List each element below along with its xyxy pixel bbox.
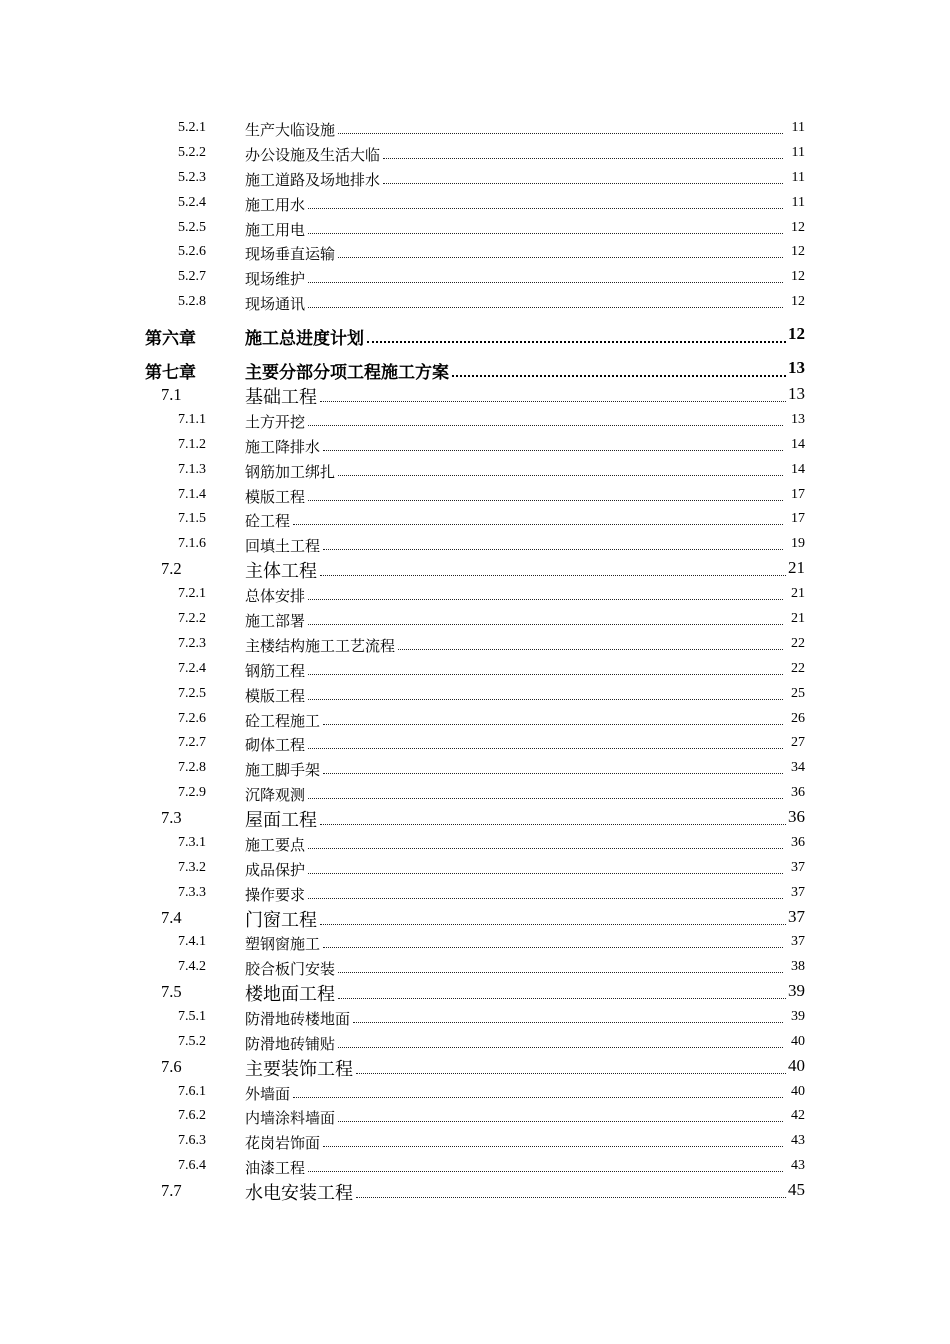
toc-page-number: 36	[788, 807, 805, 827]
toc-entry-title: 施工降排水	[245, 439, 321, 456]
toc-entry-row[interactable]	[0, 731, 950, 756]
toc-entry-title: 主要分部分项工程施工方案	[245, 363, 449, 383]
table-of-contents	[0, 116, 950, 1204]
toc-entry-title: 基础工程	[245, 387, 317, 408]
toc-dot-leader	[356, 1194, 786, 1198]
toc-entry-number: 7.2.4	[178, 660, 206, 676]
toc-entry-row[interactable]	[0, 265, 950, 290]
toc-entry-number: 7.2.3	[178, 635, 206, 651]
toc-page-number: 13	[791, 411, 805, 427]
toc-entry-number: 7.2.2	[178, 610, 206, 626]
toc-entry-number: 7.2.7	[178, 735, 206, 751]
toc-entry-number: 7.3.1	[178, 834, 206, 850]
toc-dot-leader	[308, 279, 783, 283]
toc-entry-row[interactable]	[0, 881, 950, 906]
toc-entry-row[interactable]	[0, 682, 950, 707]
toc-entry-title: 油漆工程	[245, 1161, 306, 1178]
toc-entry-row[interactable]	[0, 607, 950, 632]
toc-page-number: 40	[791, 1033, 805, 1049]
toc-entry-title: 施工总进度计划	[245, 329, 364, 349]
toc-dot-leader	[452, 372, 786, 377]
toc-entry-number: 7.3.2	[178, 859, 206, 875]
toc-page-number: 45	[788, 1180, 805, 1200]
toc-entry-row[interactable]	[0, 906, 950, 931]
toc-entry-row[interactable]	[0, 532, 950, 557]
toc-entry-number: 7.4	[161, 907, 182, 927]
toc-page-number: 12	[791, 294, 805, 310]
toc-entry-row[interactable]	[0, 557, 950, 582]
toc-chapter-row[interactable]	[0, 349, 950, 383]
toc-page-number: 21	[788, 558, 805, 578]
toc-dot-leader	[308, 745, 783, 749]
toc-entry-number: 7.1	[161, 385, 182, 405]
toc-entry-title: 砌体工程	[245, 738, 306, 755]
toc-entry-row[interactable]	[0, 433, 950, 458]
toc-page-number: 37	[788, 906, 805, 926]
toc-entry-number: 7.1.3	[178, 461, 206, 477]
toc-dot-leader	[293, 1094, 783, 1098]
toc-entry-title: 现场维护	[245, 272, 306, 289]
toc-page-number: 39	[788, 981, 805, 1001]
toc-entry-row[interactable]	[0, 240, 950, 265]
toc-page-number: 22	[791, 660, 805, 676]
toc-entry-number: 7.7	[161, 1181, 182, 1201]
toc-page-number: 25	[791, 685, 805, 701]
toc-entry-title: 主楼结构施工工艺流程	[245, 638, 396, 655]
toc-entry-number: 7.1.2	[178, 436, 206, 452]
toc-entry-number: 7.1.5	[178, 511, 206, 527]
toc-entry-row[interactable]	[0, 1179, 950, 1204]
toc-dot-leader	[338, 995, 786, 999]
toc-entry-title: 屋面工程	[245, 810, 317, 831]
toc-entry-title: 施工用电	[245, 222, 306, 239]
toc-page-number: 40	[788, 1055, 805, 1075]
toc-dot-leader	[353, 1019, 783, 1023]
toc-entry-row[interactable]	[0, 116, 950, 141]
toc-entry-row[interactable]	[0, 1030, 950, 1055]
toc-entry-number: 5.2.1	[178, 120, 206, 135]
toc-dot-leader	[308, 671, 783, 675]
toc-entry-number: 7.2.1	[178, 586, 206, 602]
toc-entry-title: 胶合板门安装	[245, 962, 336, 979]
toc-entry-number: 7.2.8	[178, 760, 206, 776]
toc-entry-title: 模版工程	[245, 489, 306, 506]
toc-entry-row[interactable]	[0, 290, 950, 315]
toc-entry-title: 施工部署	[245, 613, 306, 630]
toc-dot-leader	[338, 130, 783, 134]
toc-page-number: 36	[791, 785, 805, 801]
toc-page-number: 14	[791, 461, 805, 477]
toc-dot-leader	[308, 422, 783, 426]
toc-dot-leader	[338, 254, 783, 258]
toc-dot-leader	[308, 1168, 783, 1172]
toc-dot-leader	[338, 472, 783, 476]
toc-entry-number: 5.2.3	[178, 169, 206, 185]
toc-entry-number: 5.2.8	[178, 294, 206, 310]
toc-page-number: 11	[791, 144, 805, 160]
toc-entry-title: 施工用水	[245, 197, 306, 214]
toc-entry-number: 7.2.5	[178, 685, 206, 701]
toc-entry-number: 5.2.5	[178, 219, 206, 235]
toc-entry-title: 操作要求	[245, 887, 306, 904]
toc-entry-title: 门窗工程	[245, 909, 317, 930]
toc-entry-row[interactable]	[0, 1055, 950, 1080]
toc-entry-row[interactable]	[0, 955, 950, 980]
toc-entry-number: 7.1.6	[178, 536, 206, 552]
toc-entry-row[interactable]	[0, 781, 950, 806]
toc-entry-title: 楼地面工程	[245, 984, 335, 1005]
toc-entry-number: 7.4.1	[178, 934, 206, 950]
toc-entry-row[interactable]	[0, 1129, 950, 1154]
toc-page-number: 11	[791, 194, 805, 210]
toc-dot-leader	[308, 230, 783, 234]
toc-entry-row[interactable]	[0, 632, 950, 657]
toc-entry-title: 主要装饰工程	[245, 1058, 353, 1079]
toc-entry-title: 办公设施及生活大临	[245, 147, 381, 164]
toc-entry-title: 现场垂直运输	[245, 247, 336, 264]
toc-dot-leader	[367, 338, 786, 343]
toc-dot-leader	[308, 870, 783, 874]
toc-entry-number: 7.5.1	[178, 1008, 206, 1024]
toc-entry-number: 5.2.2	[178, 144, 206, 160]
toc-entry-number: 7.6	[161, 1056, 182, 1076]
toc-page-number: 43	[791, 1158, 805, 1174]
toc-page-number: 43	[791, 1133, 805, 1149]
toc-page-number: 11	[791, 169, 805, 185]
toc-dot-leader	[308, 696, 783, 700]
toc-dot-leader	[293, 521, 783, 525]
toc-dot-leader	[308, 596, 783, 600]
toc-entry-number: 7.6.3	[178, 1133, 206, 1149]
toc-entry-number: 7.1.1	[178, 411, 206, 427]
toc-page-number: 37	[791, 884, 805, 900]
toc-page-number: 14	[791, 436, 805, 452]
toc-entry-row[interactable]	[0, 1104, 950, 1129]
toc-entry-row[interactable]	[0, 707, 950, 732]
toc-entry-title: 生产大临设施	[245, 123, 336, 139]
toc-entry-title: 砼工程施工	[245, 713, 321, 730]
toc-dot-leader	[383, 155, 783, 159]
toc-entry-row[interactable]	[0, 1154, 950, 1179]
toc-dot-leader	[323, 447, 783, 451]
toc-entry-number: 5.2.6	[178, 244, 206, 260]
toc-dot-leader	[338, 969, 783, 973]
toc-dot-leader	[308, 895, 783, 899]
toc-page-number: 19	[791, 536, 805, 552]
toc-entry-title: 土方开挖	[245, 414, 306, 431]
toc-entry-title: 钢筋工程	[245, 663, 306, 680]
toc-page-number: 40	[791, 1083, 805, 1099]
toc-entry-number: 7.2.9	[178, 785, 206, 801]
toc-dot-leader	[320, 572, 786, 576]
toc-entry-title: 回填土工程	[245, 539, 321, 556]
toc-entry-title: 模版工程	[245, 688, 306, 705]
toc-entry-number: 7.5	[161, 982, 182, 1002]
toc-entry-row[interactable]	[0, 507, 950, 532]
toc-entry-number: 5.2.7	[178, 269, 206, 285]
toc-entry-title: 塑钢窗施工	[245, 937, 321, 954]
toc-entry-row[interactable]	[0, 756, 950, 781]
toc-entry-title: 防滑地砖铺贴	[245, 1036, 336, 1053]
toc-dot-leader	[320, 921, 786, 925]
toc-entry-row[interactable]	[0, 582, 950, 607]
toc-entry-number: 7.6.2	[178, 1108, 206, 1124]
toc-page-number: 17	[791, 486, 805, 502]
toc-chapter-row[interactable]	[0, 315, 950, 349]
toc-dot-leader	[323, 1143, 783, 1147]
toc-dot-leader	[308, 845, 783, 849]
toc-entry-title: 钢筋加工绑扎	[245, 464, 336, 481]
toc-page-number: 42	[791, 1108, 805, 1124]
toc-dot-leader	[338, 1118, 783, 1122]
toc-entry-number: 7.1.4	[178, 486, 206, 502]
toc-dot-leader	[308, 205, 783, 209]
toc-entry-title: 花岗岩饰面	[245, 1136, 321, 1153]
toc-entry-title: 主体工程	[245, 561, 317, 582]
toc-entry-number: 第六章	[145, 329, 196, 349]
toc-entry-number: 5.2.4	[178, 194, 206, 210]
toc-entry-row[interactable]	[0, 1080, 950, 1105]
toc-entry-number: 7.6.1	[178, 1083, 206, 1099]
toc-page-number: 27	[791, 735, 805, 751]
toc-entry-number: 7.3.3	[178, 884, 206, 900]
toc-entry-title: 施工道路及场地排水	[245, 172, 381, 189]
toc-page-number: 12	[791, 269, 805, 285]
toc-entry-number: 7.2.6	[178, 710, 206, 726]
toc-page-number: 26	[791, 710, 805, 726]
toc-entry-row[interactable]	[0, 980, 950, 1005]
toc-entry-row[interactable]	[0, 831, 950, 856]
toc-entry-number: 7.5.2	[178, 1033, 206, 1049]
toc-entry-row[interactable]	[0, 191, 950, 216]
toc-entry-number: 7.2	[161, 559, 182, 579]
toc-page-number: 22	[791, 635, 805, 651]
toc-dot-leader	[383, 180, 783, 184]
toc-dot-leader	[320, 821, 786, 825]
toc-page-number: 34	[791, 760, 805, 776]
toc-entry-number: 7.4.2	[178, 959, 206, 975]
toc-entry-row[interactable]	[0, 483, 950, 508]
toc-entry-row[interactable]	[0, 458, 950, 483]
toc-entry-row[interactable]	[0, 657, 950, 682]
toc-entry-row[interactable]	[0, 141, 950, 166]
toc-entry-number: 7.6.4	[178, 1158, 206, 1174]
toc-entry-title: 施工脚手架	[245, 763, 321, 780]
toc-entry-title: 内墙涂料墙面	[245, 1111, 336, 1128]
toc-page-number: 13	[788, 358, 805, 378]
toc-entry-title: 施工要点	[245, 837, 306, 854]
toc-entry-row[interactable]	[0, 1005, 950, 1030]
toc-dot-leader	[320, 398, 786, 402]
toc-entry-title: 防滑地砖楼地面	[245, 1011, 351, 1028]
toc-page-number: 21	[791, 586, 805, 602]
toc-dot-leader	[308, 621, 783, 625]
toc-entry-row[interactable]	[0, 383, 950, 408]
toc-dot-leader	[308, 795, 783, 799]
toc-entry-title: 沉降观测	[245, 788, 306, 805]
toc-page-number: 37	[791, 859, 805, 875]
toc-page-number: 12	[791, 219, 805, 235]
toc-page-number: 37	[791, 934, 805, 950]
toc-entry-row[interactable]	[0, 166, 950, 191]
toc-page-number: 12	[788, 324, 805, 344]
toc-entry-title: 现场通讯	[245, 297, 306, 314]
toc-dot-leader	[356, 1070, 786, 1074]
toc-entry-number: 第七章	[145, 363, 196, 383]
toc-entry-title: 外墙面	[245, 1086, 291, 1103]
toc-page-number: 21	[791, 610, 805, 626]
toc-page-number: 13	[788, 384, 805, 404]
toc-entry-row[interactable]	[0, 806, 950, 831]
toc-entry-row[interactable]	[0, 408, 950, 433]
toc-entry-row[interactable]	[0, 930, 950, 955]
toc-dot-leader	[323, 721, 783, 725]
toc-page-number: 39	[791, 1008, 805, 1024]
toc-entry-title: 砼工程	[245, 514, 291, 531]
toc-dot-leader	[338, 1044, 783, 1048]
toc-page-number: 11	[791, 120, 805, 135]
toc-page-number: 36	[791, 834, 805, 850]
toc-entry-title: 成品保护	[245, 862, 306, 879]
toc-entry-row[interactable]	[0, 216, 950, 241]
toc-dot-leader	[398, 646, 783, 650]
toc-dot-leader	[308, 497, 783, 501]
toc-page-number: 17	[791, 511, 805, 527]
toc-dot-leader	[323, 944, 783, 948]
toc-entry-title: 总体安排	[245, 589, 306, 606]
toc-entry-row[interactable]	[0, 856, 950, 881]
toc-dot-leader	[323, 546, 783, 550]
toc-entry-title: 水电安装工程	[245, 1183, 353, 1204]
toc-dot-leader	[308, 304, 783, 308]
toc-dot-leader	[323, 770, 783, 774]
toc-page-number: 38	[791, 959, 805, 975]
toc-entry-number: 7.3	[161, 808, 182, 828]
toc-page-number: 12	[791, 244, 805, 260]
